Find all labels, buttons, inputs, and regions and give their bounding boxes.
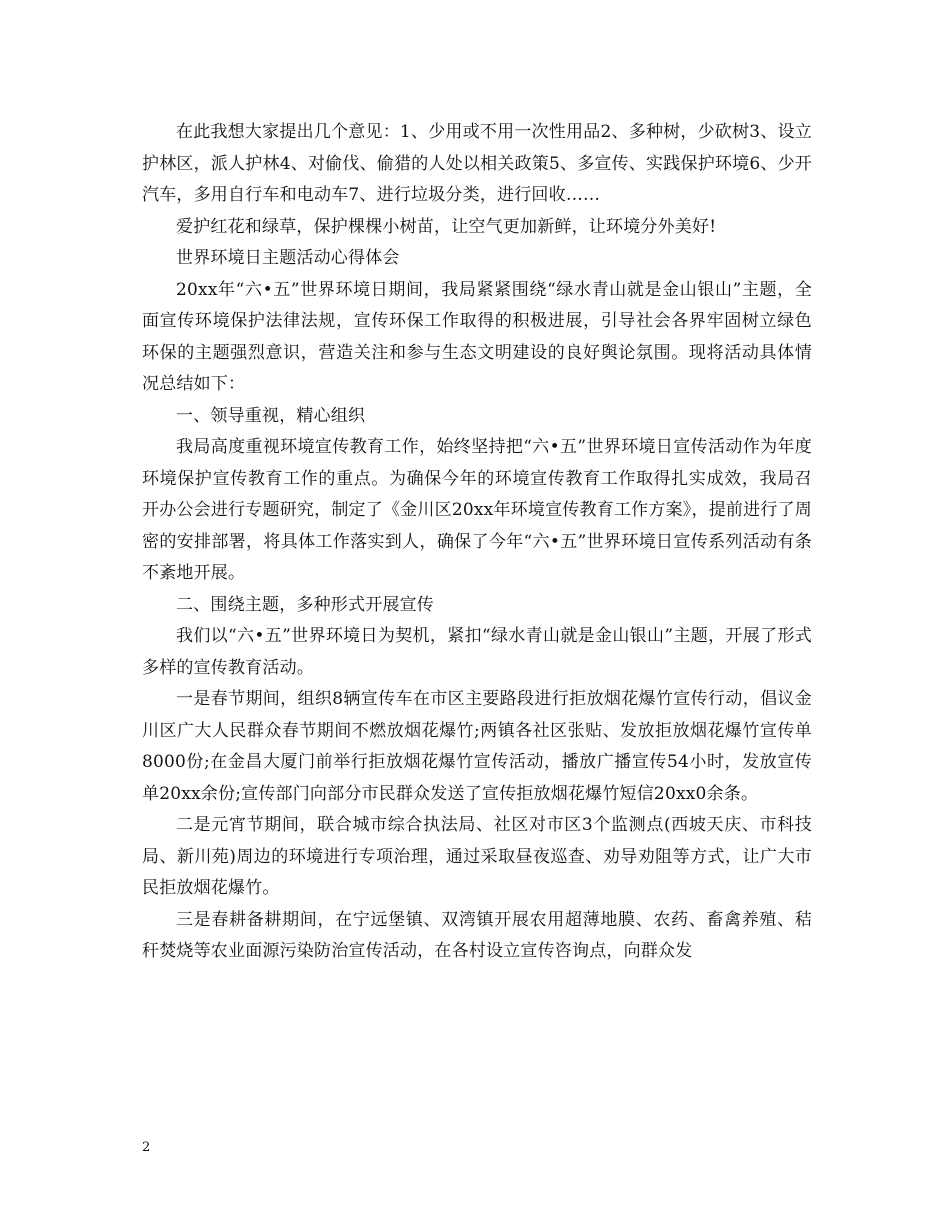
paragraph-spring-festival: 一是春节期间，组织8辆宣传车在市区主要路段进行拒放烟花爆竹宣传行动，倡议金川区广大人民群众春节期间不燃放烟花爆竹;两镇各社区张贴、发放拒放烟花爆竹宣传单8000份;在金昌大厦门前举行拒放烟花爆竹宣传活动，播放广播宣传54小时，发放宣传单20xx余份;宣传部门向部分市民群众发送了宣传拒放烟花爆竹短信20xx0余条。: [142, 689, 812, 804]
paragraph-slogan: 爱护红花和绿草，保护棵棵小树苗，让空气更加新鲜，让环境分外美好!: [176, 216, 717, 237]
paragraph-themes: 我们以“六•五”世界环境日为契机，紧扣“绿水青山就是金山银山”主题，开展了形式多样的宣传教育活动。: [142, 626, 812, 678]
paragraph-lantern-festival: 二是元宵节期间，联合城市综合执法局、社区对市区3个监测点(西坡天庆、市科技局、新川苑)周边的环境进行专项治理，通过采取昼夜巡查、劝导劝阻等方式，让广大市民拒放烟花爆竹。: [142, 815, 812, 898]
paragraph-spring-plowing: 三是春耕备耕期间，在宁远堡镇、双湾镇开展农用超薄地膜、农药、畜禽养殖、秸秆焚烧等农业面源污染防治宣传活动，在各村设立宣传咨询点，向群众发: [142, 909, 812, 961]
page-number: 2: [142, 1140, 151, 1155]
document-body: [142, 117, 812, 968]
paragraph-intro: 20xx年“六•五”世界环境日期间，我局紧紧围绕“绿水青山就是金山银山”主题，全面宣传环境保护法律法规，宣传环保工作取得的积极进展，引导社会各界牢固树立绿色环保的主题强烈意识，营造关注和参与生态文明建设的良好舆论氛围。现将活动具体情况总结如下：: [142, 279, 812, 394]
section-title: 世界环境日主题活动心得体会: [176, 248, 400, 268]
heading-leadership: 一、领导重视，精心组织: [176, 405, 366, 426]
paragraph-suggestions: 在此我想大家提出几个意见：1、少用或不用一次性用品2、多种树，少砍树3、设立护林区，派人护林4、对偷伐、偷猎的人处以相关政策5、多宣传、实践保护环境6、少开汽车，多用自行车和电动车7、进行垃圾分类，进行回收……: [142, 122, 812, 205]
paragraph-leadership: 我局高度重视环境宣传教育工作，始终坚持把“六•五”世界环境日宣传活动作为年度环境保护宣传教育工作的重点。为确保今年的环境宣传教育工作取得扎实成效，我局召开办公会进行专题研究，制定了《金川区20xx年环境宣传教育工作方案》，提前进行了周密的安排部署，将具体工作落实到人，确保了今年“六•五”世界环境日宣传系列活动有条不紊地开展。: [142, 437, 812, 583]
heading-themes: 二、围绕主题，多种形式开展宣传: [176, 594, 434, 615]
